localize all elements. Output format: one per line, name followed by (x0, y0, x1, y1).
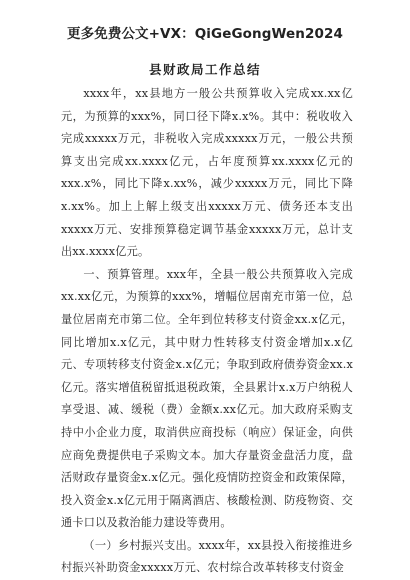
paragraph-rural-revitalization: （一）乡村振兴支出。xxxx年，xx县投入衔接推进乡村振兴补助资金xxxxx万元、农村综合改革转移支付资金 (61, 538, 353, 575)
promo-header: 更多免费公文+VX：QiGeGongWen2024 (67, 26, 343, 42)
document-body (61, 83, 353, 580)
document-title: 县财政局工作总结 (148, 62, 261, 77)
paragraph-budget-management: 一、预算管理。xxx年，全县一般公共预算收入完成xx.xx亿元，为预算的xxx%，增幅位居南充市第一位，总量位居南充市第二位。全年到位转移支付资金xx.x亿元，同比增加x.x亿元，其中财力性转移支付资金增加x.x亿元、专项转移支付资金x.x亿元；争取到政府债券资金xx.x亿元。落实增值税留抵退税政策，全县累计x.x万户纳税人享受退、减、缓税（费）金额x.xx亿元。加大政府采购支持中小企业力度，取消供应商投标（响应）保证金，向供应商免费提供电子采购文本。加大存量资金盘活力度，盘活财政存量资金x.x亿元。强化疫情防控资金和政策保障，投入资金x.x亿元用于隔离酒店、核酸检测、防疫物资、交通卡口以及救治能力建设等费用。 (61, 267, 353, 530)
paragraph-overview: xxxx年，xx县地方一般公共预算收入完成xx.xx亿元，为预算的xxx%，同口径下降x.x%。其中：税收收入完成xxxxx万元，非税收入完成xxxxx万元，一般公共预算支出完成xx.xxxx亿元，占年度预算xx.xxxx亿元的xxx.x%，同比下降x.xx%，减少xxxxx万元，同比下降x.xx%。加上上解上级支出xxxxx万元、债务还本支出xxxxx万元、安排预算稳定调节基金xxxxx万元，总计支出xx.xxxx亿元。 (61, 87, 353, 259)
